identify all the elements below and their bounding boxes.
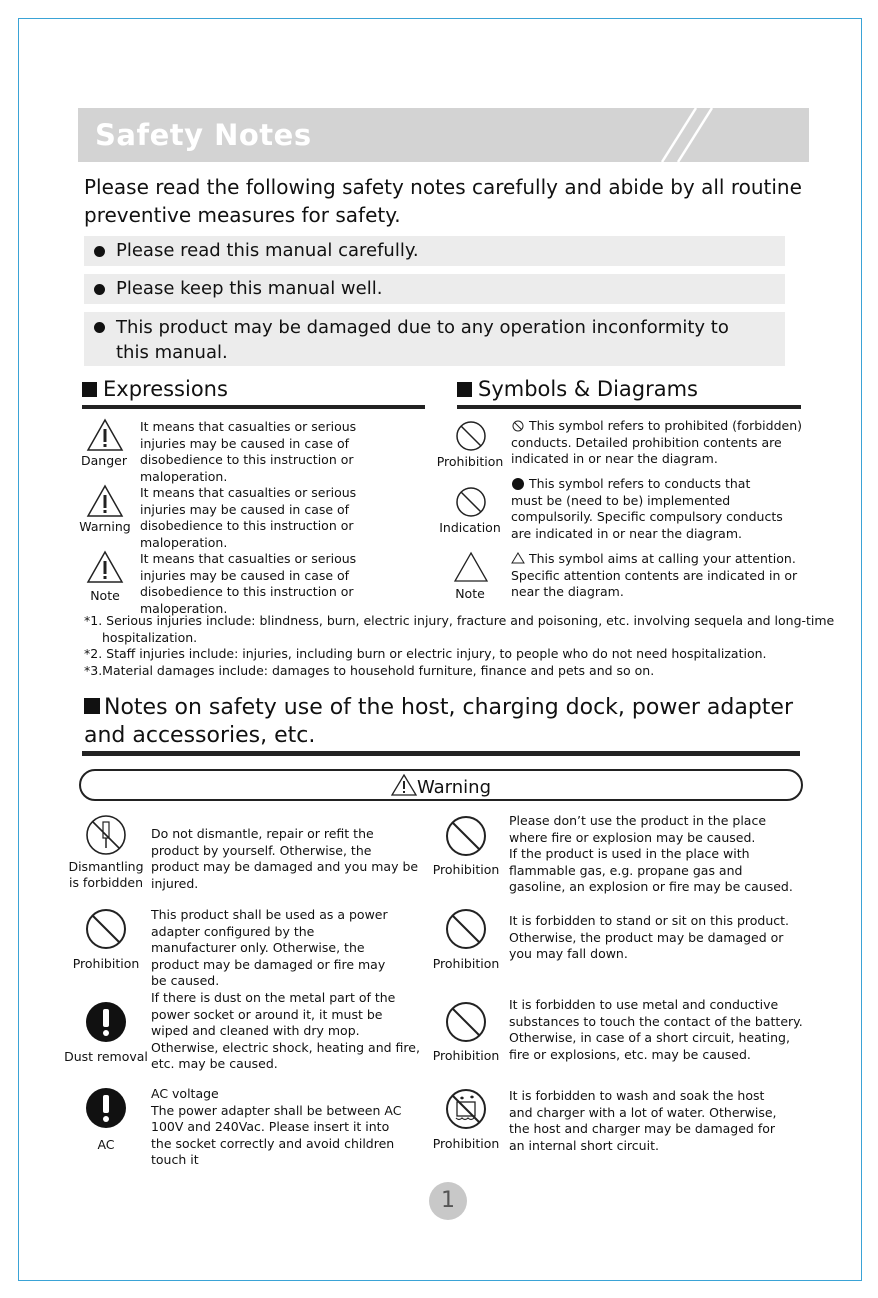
item-label: Prohibition: [432, 1048, 500, 1063]
prohibition-icon: [445, 908, 487, 950]
note-triangle-icon: [86, 550, 124, 584]
dust-removal-exclamation-icon: [85, 1001, 127, 1043]
item-label: Dust removal: [64, 1049, 148, 1064]
indication-icon: [455, 486, 487, 518]
square-bullet-icon: [457, 382, 472, 397]
square-bullet-icon: [82, 382, 97, 397]
title-bar: [78, 108, 809, 162]
bullet-text: This product may be damaged due to any operation inconformity to this manual.: [116, 317, 729, 363]
dismantling-forbidden-icon: [85, 814, 127, 856]
footnote: *2. Staff injuries include: injuries, including burn or electric injury, to people who do not need hospitalization.: [84, 646, 767, 661]
bullet-item: [84, 274, 785, 304]
symbols-heading: Symbols & Diagrams: [457, 377, 698, 401]
item-text: AC voltage The power adapter shall be between AC 100V and 240Vac. Please insert it into the socket correctly and avoid children touch it: [151, 1086, 402, 1167]
prohibition-icon: [85, 908, 127, 950]
item-text: It is forbidden to stand or sit on this product. Otherwise, the product may be damaged or you may fall down.: [509, 913, 789, 961]
footnote: *3.Material damages include: damages to household furniture, finance and pets and so on.: [84, 663, 655, 678]
bullet-icon: [94, 322, 105, 333]
divider: [82, 405, 425, 409]
prohibition-icon: [455, 420, 487, 452]
intro-text: Please read the following safety notes carefully and abide by all routine preventive measures for safety.: [84, 175, 802, 227]
bullet-item: [84, 236, 785, 266]
symbol-label: Prohibition: [436, 454, 504, 469]
symbol-text: This symbol refers to prohibited (forbidden) conducts. Detailed prohibition contents are indicated in or near the diagram.: [511, 418, 803, 466]
divider: [82, 751, 800, 756]
symbol-text: This symbol refers to conducts that must be (need to be) implemented compulsorily. Specific compulsory conducts are indicated in or near the diagram.: [511, 476, 783, 541]
footnote: *1. Serious injuries include: blindness, burn, electric injury, fracture and poisoning, etc. involving sequela and long-time hospitalization.: [84, 613, 835, 645]
prohibition-icon: [445, 1001, 487, 1043]
warning-banner-title: Warning: [81, 774, 801, 798]
warning-triangle-icon: [86, 484, 124, 518]
ac-exclamation-icon: [85, 1087, 127, 1129]
item-label: Prohibition: [432, 956, 500, 971]
item-text: It is forbidden to use metal and conductive substances to touch the contact of the battery. Otherwise, in case of a short circuit, heating, fire or explosions, etc. may be caused.: [509, 997, 803, 1062]
item-label: Prohibition: [432, 862, 500, 877]
bullet-item: [84, 312, 785, 366]
bullet-text: Please keep this manual well.: [116, 278, 383, 299]
symbol-label: Note: [455, 586, 485, 601]
item-label: Prohibition: [72, 956, 140, 971]
expression-label: Note: [90, 588, 120, 603]
expression-label: Warning: [79, 519, 131, 534]
expressions-heading: Expressions: [82, 377, 228, 401]
item-label: AC: [97, 1137, 115, 1152]
item-text: It is forbidden to wash and soak the host and charger with a lot of water. Otherwise, the host and charger may be damaged for an internal short circuit.: [509, 1088, 777, 1153]
page-number: 1: [429, 1182, 467, 1220]
page-title: Safety Notes: [95, 118, 312, 152]
square-bullet-icon: [84, 698, 100, 714]
symbol-label: Indication: [439, 520, 501, 535]
note-outline-triangle-icon: [453, 551, 489, 583]
item-text: This product shall be used as a power adapter configured by the manufacturer only. Otherwise, the product may be damaged or fire may be caused.: [151, 907, 388, 988]
prohibition-icon: [445, 815, 487, 857]
bullet-icon: [94, 246, 105, 257]
item-text: If there is dust on the metal part of the power socket or around it, it must be wiped and cleaned with dry mop. Otherwise, electric shock, heating and fire, etc. may be caused.: [151, 990, 420, 1071]
no-water-icon: [445, 1088, 487, 1130]
expression-text: It means that casualties or serious injuries may be caused in case of disobedience to this instruction or maloperation.: [140, 551, 357, 616]
expression-label: Danger: [81, 453, 127, 468]
expression-text: It means that casualties or serious injuries may be caused in case of disobedience to this instruction or maloperation.: [140, 419, 357, 484]
bullet-icon: [94, 284, 105, 295]
notes-heading: Notes on safety use of the host, charging dock, power adapter and accessories, etc.: [84, 695, 793, 748]
bullet-text: Please read this manual carefully.: [116, 240, 419, 261]
expression-text: It means that casualties or serious injuries may be caused in case of disobedience to this instruction or maloperation.: [140, 485, 357, 550]
divider: [457, 405, 801, 409]
danger-warning-triangle-icon: [86, 418, 124, 452]
symbol-text: This symbol aims at calling your attention. Specific attention contents are indicated in or near the diagram.: [511, 551, 798, 599]
title-decoration: [578, 108, 718, 162]
item-text: Do not dismantle, repair or refit the product by yourself. Otherwise, the product may be damaged and you may be injured.: [151, 826, 419, 891]
item-label: Prohibition: [432, 1136, 500, 1151]
item-label: Dismantling is forbidden: [68, 859, 144, 890]
item-text: Please don’t use the product in the place where fire or explosion may be caused. If the product is used in the place with flammable gas, e.g. propane gas and gasoline, an explosion or fire may be caused.: [509, 813, 793, 894]
warning-banner: [79, 769, 803, 801]
warning-triangle-icon: [391, 774, 417, 796]
